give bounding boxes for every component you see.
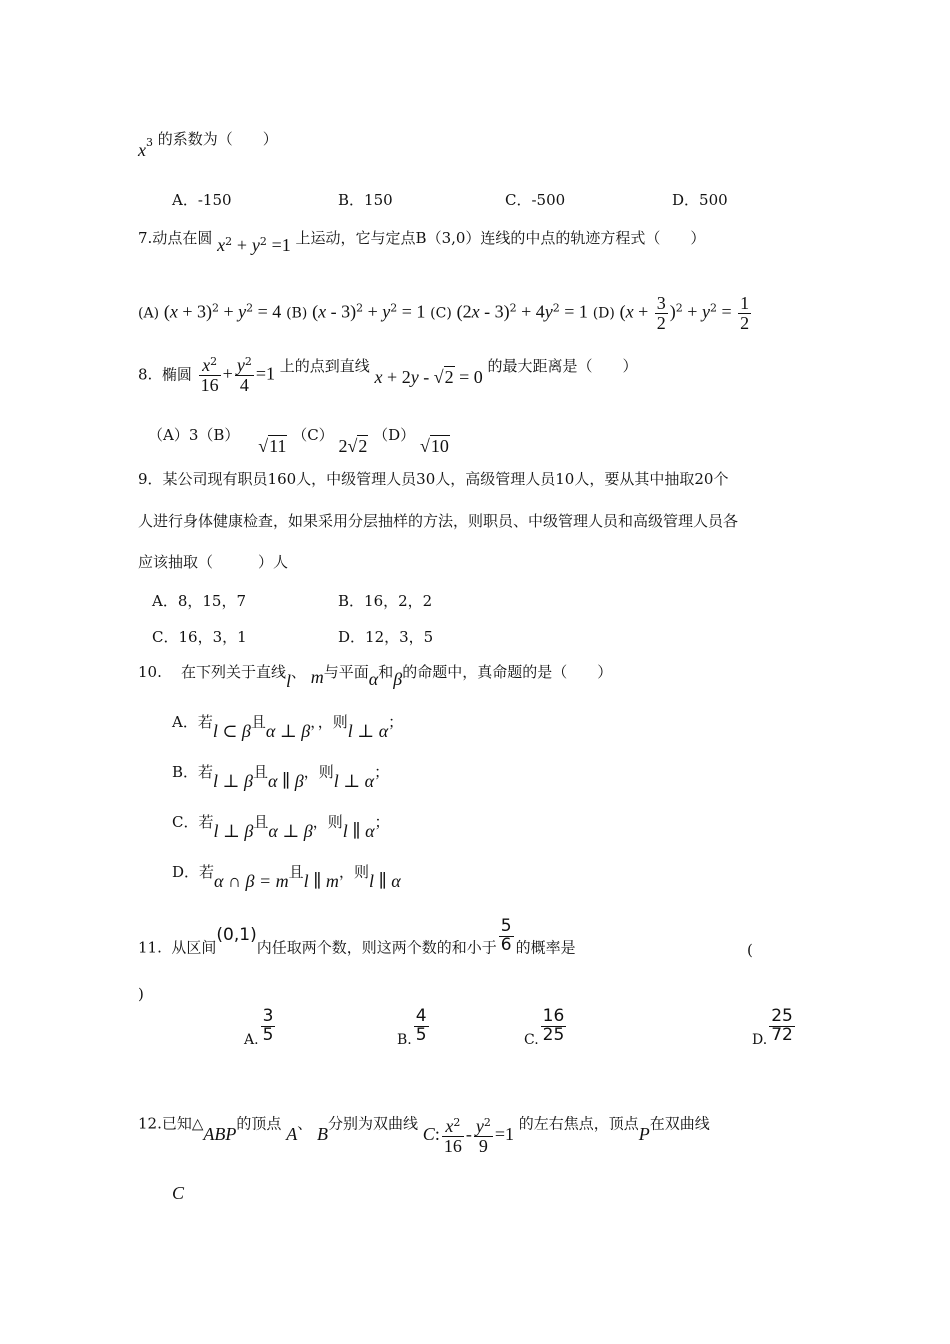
q10-text-3: 和 xyxy=(378,663,394,681)
q9-option-c: C．16，3，1 xyxy=(152,628,247,646)
q12-triangle: ABP xyxy=(203,1124,237,1145)
q7-stem xyxy=(138,227,706,255)
q12-text-3: 分别为双曲线 xyxy=(328,1114,419,1133)
q7-option-b-rhs: 1 xyxy=(416,301,426,322)
q10-stem xyxy=(138,661,613,691)
q6-option-d: D．500 xyxy=(672,191,728,209)
q8-option-d-value: √10 xyxy=(419,436,449,456)
q10-text-2: 与平面 xyxy=(323,663,369,681)
q12-point-p: P xyxy=(638,1124,650,1145)
q10-var-alpha: α xyxy=(368,669,379,689)
q11-option-d: D. $\frac{25}{72}$ xyxy=(752,1006,793,1049)
q12-number: 12. xyxy=(138,1114,162,1133)
q11-paren-close: ) xyxy=(138,985,144,1003)
q11-stem xyxy=(138,916,576,967)
q7-label-b: (B) xyxy=(286,305,308,322)
q7-option-d-rhs-fraction: $\frac{1}{2}$ xyxy=(740,293,750,333)
q9-option-b: B．16，2，2 xyxy=(338,592,433,610)
q8-ellipse-term-y: $\frac{y^2}{4}$ xyxy=(236,355,252,395)
q10-option-d: D．若α ∩ β = m且l ∥ m，则l ∥ α xyxy=(172,863,401,891)
q8-mid: 上的点到直线 xyxy=(279,357,370,376)
q10-var-l: l xyxy=(285,671,291,691)
q7-circle-equation: $x^2 + y^2 =1$ xyxy=(217,235,291,255)
q12-point-b: B xyxy=(317,1124,328,1145)
q12-continuation-c: C xyxy=(172,1183,185,1203)
q11-number: 11. xyxy=(138,938,162,957)
q7-suffix: 上运动，它与定点B（3,0）连线的中点的轨迹方程式（ ） xyxy=(295,229,706,247)
q7-eq-x: x xyxy=(217,235,226,255)
q9-line-1: 9．某公司现有职员160人，中级管理人员30人，高级管理人员10人，要从其中抽取20个 xyxy=(138,470,729,488)
q6-option-a: A．-150 xyxy=(172,191,232,209)
q11-text-1: 从区间 xyxy=(171,938,217,957)
q8-stem: 8. 椭圆 $\frac{x^2}{16}$ + $\frac{y^2}{4}$ =1 上的点到直线 x + 2y - √2 = 0 的最大距离是（ ） xyxy=(138,355,638,395)
q8-option-c-value: 2√2 xyxy=(338,436,368,456)
q12-hyperbola: C: $\frac{x^2}{16}$ - $\frac{y^2}{9}$ =1 xyxy=(422,1116,514,1156)
q10-option-b: B．若l ⊥ β且α ∥ β，则l ⊥ α； xyxy=(172,763,390,791)
q10-var-m: m xyxy=(310,667,324,687)
q12-text-5: 在双曲线 xyxy=(649,1114,710,1133)
q10-var-beta: β xyxy=(393,669,403,689)
q7-options: (A) $(x + 3)^2 + y^2 = 4$ (B) $(x - 3)^2 + y^2 = 1$ (C) $(2x - 3)^2 + 4y^2 = 1$ (D) (x + $\frac{3}{2}$ )$^2 + y^2$ = $\frac{1}{2}$ xyxy=(138,293,750,333)
q6-text: 的系数为（ ） xyxy=(157,130,278,148)
q12-text-2: 的顶点 xyxy=(236,1114,282,1133)
q7-option-c-rhs: 1 xyxy=(578,301,588,322)
q9-line-2: 人进行身体健康检查，如果采用分层抽样的方法，则职员、中级管理人员和高级管理人员各 xyxy=(138,512,739,530)
q12-sep: 、 xyxy=(297,1114,313,1133)
q7-number: 7. xyxy=(138,229,153,247)
q7-label-a: (A) xyxy=(138,305,160,322)
q10-text-4: 的命题中，真命题的是（ ） xyxy=(402,663,613,681)
q12-stem xyxy=(138,1105,710,1156)
q7-eq-y: y xyxy=(251,235,260,255)
q12-text-1: 已知△ xyxy=(161,1114,204,1133)
q6-var: x xyxy=(138,140,146,160)
q8-options xyxy=(148,424,450,456)
q8-option-b-value: √11 xyxy=(258,436,287,456)
q9-line-3: 应该抽取（ ）人 xyxy=(138,553,289,571)
q10-text-1: 在下列关于直线 xyxy=(180,663,286,681)
q12-point-a: A xyxy=(286,1124,298,1145)
q7-eq-rhs: 1 xyxy=(281,235,291,255)
q8-label-c: （C） xyxy=(292,426,334,444)
q10-number: 10. xyxy=(138,663,162,681)
q8-option-a: （A）3（B） xyxy=(148,426,240,444)
q11-option-b: B. $\frac{4}{5}$ xyxy=(397,1006,427,1049)
q10-option-c: C．若l ⊥ β且α ⊥ β，则l ∥ α； xyxy=(172,813,390,841)
q8-prefix: 椭圆 xyxy=(161,365,192,384)
q9-option-d: D．12，3，5 xyxy=(338,628,434,646)
q11-option-c: C. $\frac{16}{25}$ xyxy=(524,1006,565,1049)
q7-prefix: 动点在圆 xyxy=(152,229,213,247)
q7-label-c: (C) xyxy=(430,305,452,322)
q8-line-equation: x + 2y - √2 = 0 xyxy=(374,367,483,388)
q10-option-a: A．若l ⊂ β且α ⊥ β，，则l ⊥ α； xyxy=(172,713,404,741)
q8-ellipse-term-x: $\frac{x^2}{16}$ xyxy=(200,355,219,395)
q11-fraction: $\frac{5}{6}$ xyxy=(500,916,512,955)
q11-option-a: A. $\frac{3}{5}$ xyxy=(244,1006,274,1049)
q11-text-3: 的概率是 xyxy=(515,938,576,957)
q6-option-c: C．-500 xyxy=(505,191,566,209)
q7-label-d: (D) xyxy=(592,305,615,322)
q11-interval: (0,1) xyxy=(216,925,257,946)
q8-label-d: （D） xyxy=(373,426,416,444)
q12-text-4: 的左右焦点，顶点 xyxy=(518,1114,639,1133)
q6-option-b: B．150 xyxy=(338,191,393,209)
q6-exponent: 3 xyxy=(146,136,153,149)
q11-text-2: 内任取两个数，则这两个数的和小于 xyxy=(256,938,497,957)
q7-option-a-rhs: 4 xyxy=(272,301,282,322)
q7-option-d-fraction: $\frac{3}{2}$ xyxy=(656,293,666,333)
q9-option-a: A．8，15，7 xyxy=(152,592,247,610)
q10-sep: 、 xyxy=(290,663,306,681)
q11-paren-open: ( xyxy=(747,941,753,959)
q8-suffix: 的最大距离是（ ） xyxy=(487,357,638,376)
q6-stem xyxy=(138,128,278,160)
q8-ellipse-rhs: 1 xyxy=(265,363,275,384)
q8-number: 8. xyxy=(138,365,153,384)
